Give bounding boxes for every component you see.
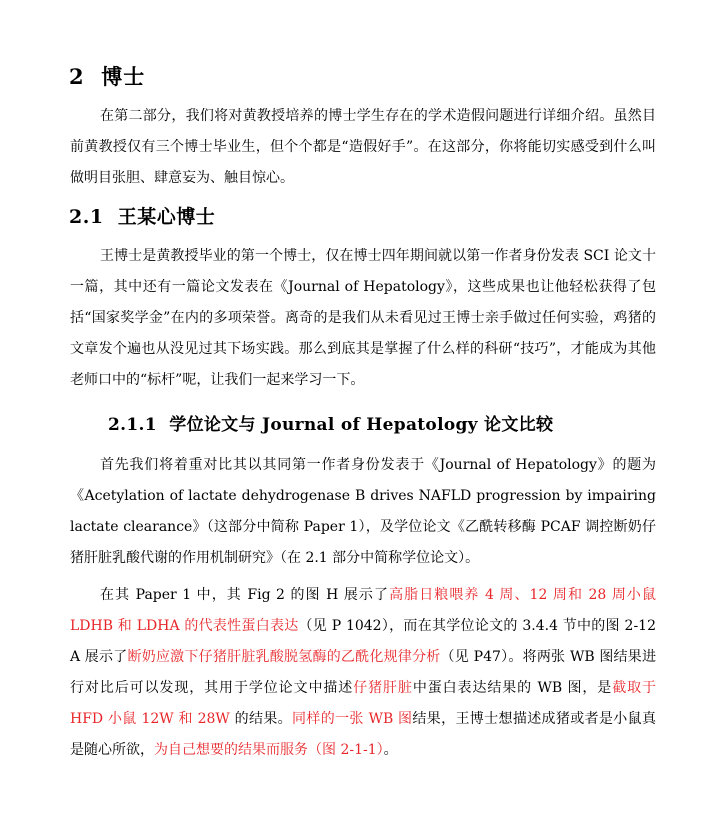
section-intro-paragraph: 在第二部分，我们将对黄教授培养的博士学生存在的学术造假问题进行详细介绍。虽然目前黄教授仅有三个博士毕业生，但个个都是“造假好手”。在这部分，你将能切实感受到什么叫做明目张胆、肆意妄为、触目惊心。 (70, 108, 656, 186)
text-segment: （见 P 1042），而在其学位论文的 3.4.4 节中的图 2-12 A 展示了 (70, 618, 656, 665)
subsection-number: 2.1 (69, 206, 104, 228)
highlight-segment: 断奶应激下仔猪肝脏乳酸脱氢酶的乙酰化规律分析 (127, 649, 441, 665)
subsection-heading (69, 203, 215, 231)
section-number: 2 (69, 64, 85, 89)
text-segment: 结果，王博士想描述成猪或者是小鼠真是随心所欲， (70, 711, 657, 758)
highlight-segment: 为自己想要的结果而服务 (154, 742, 308, 758)
section-title: 博士 (101, 64, 146, 89)
comparison-intro-paragraph: 首先我们将着重对比其以其同第一作者身份发表于《Journal of Hepatology》的题为《Acetylation of lactate dehydrogenase B drives NAFLD progression by impairing lactate clearance》（这部分中简称 Paper 1），及学位论文《乙酰转移酶 PCAF 调控断奶仔猪肝脏乳酸代谢的作用机制研究》（在 2.1 部分中简称学位论文）。 (70, 457, 656, 566)
text-segment: （见 P47）。将两张 WB 图结果进行对比后可以发现，其用于学位论文中描述 (70, 649, 657, 696)
text-segment: 。 (383, 742, 398, 758)
subsubsection-heading (108, 412, 553, 438)
highlight-segment: 同样的一张 WB 图 (292, 711, 413, 727)
text-segment: 的结果。 (229, 711, 293, 727)
text-segment: 中蛋白表达结果的 WB 图，是 (412, 680, 613, 696)
subsubsection-number: 2.1.1 (108, 415, 157, 435)
subsubsection-title: 学位论文与 Journal of Hepatology 论文比较 (169, 415, 554, 435)
text-segment: 在其 Paper 1 中，其 Fig 2 的图 H 展示了 (100, 587, 390, 603)
subsection-body-paragraph: 王博士是黄教授毕业的第一个博士，仅在博士四年期间就以第一作者身份发表 SCI 论文十一篇，其中还有一篇论文发表在《Journal of Hepatology》，这些成果也让他轻松获得了包括“国家奖学金”在内的多项荣誉。离奇的是我们从未看见过王博士亲手做过任何实验，鸡猪的文章发个遍也从没见过其下场实践。那么到底其是掌握了什么样的科研“技巧”，才能成为其他老师口中的“标杆”呢，让我们一起来学习一下。 (70, 248, 656, 388)
section-heading (69, 62, 145, 92)
figure-reference: （图 2-1-1） (308, 742, 384, 758)
highlight-segment: 仔猪肝脏 (353, 680, 413, 696)
subsection-title: 王某心博士 (117, 206, 216, 228)
comparison-detail-paragraph (70, 580, 656, 766)
highlight-segment: 截取于 HFD 小鼠 12W 和 28W (70, 680, 657, 727)
highlight-segment: 高脂日粮喂养 4 周、12 周和 28 周小鼠 LDHB 和 LDHA 的代表性蛋白表达 (70, 587, 656, 634)
